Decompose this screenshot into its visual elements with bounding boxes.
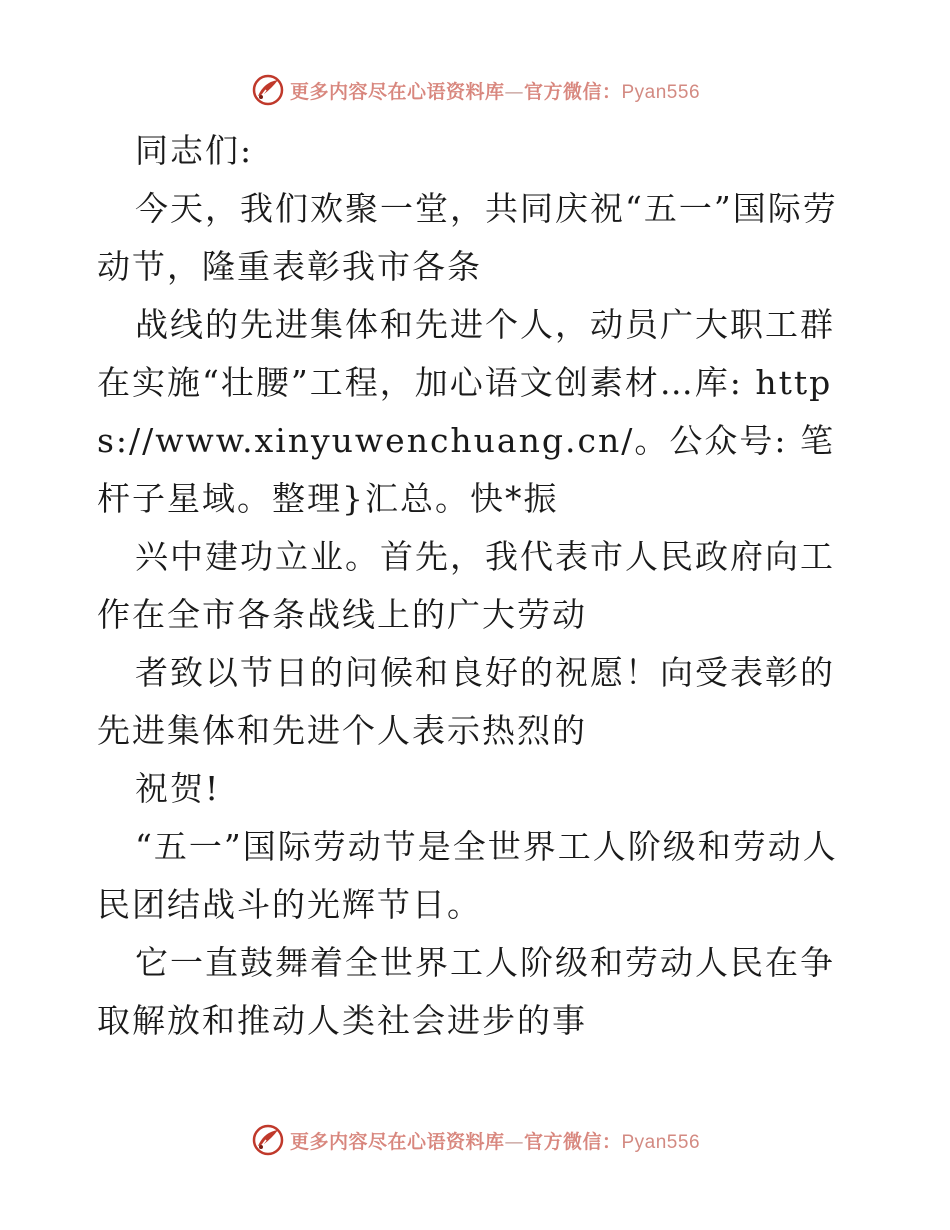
paragraph: 它一直鼓舞着全世界工人阶级和劳动人民在争取解放和推动人类社会进步的事 xyxy=(97,943,835,1040)
paragraph: 今天，我们欢聚一堂，共同庆祝“五一”国际劳动节，隆重表彰我市各条 xyxy=(97,189,838,286)
paragraph: 战线的先进集体和先进个人，动员广大职工群在实施“壮腰”工程，加心语文创素材…库: https://www.xinyuwenchuang.cn/。公众号: 笔杆子星域。整理}汇总。快*振 xyxy=(97,305,835,518)
paragraph: 者致以节日的问候和良好的祝愿！向受表彰的先进集体和先进个人表示热烈的 xyxy=(97,653,835,750)
footer-banner xyxy=(0,1120,950,1160)
footer-banner-text: 更多内容尽在心语资料库—官方微信：Pyan556 xyxy=(289,1130,701,1153)
document-body xyxy=(97,122,855,1050)
header-banner xyxy=(0,70,950,110)
quill-logo-icon xyxy=(250,1122,286,1158)
header-banner-text: 更多内容尽在心语资料库—官方微信：Pyan556 xyxy=(289,80,701,103)
paragraph: 祝贺! xyxy=(135,769,221,808)
paragraph: 同志们: xyxy=(135,131,254,170)
quill-logo-icon xyxy=(250,72,286,108)
paragraph: “五一”国际劳动节是全世界工人阶级和劳动人民团结战斗的光辉节日。 xyxy=(97,827,838,924)
paragraph: 兴中建功立业。首先，我代表市人民政府向工作在全市各条战线上的广大劳动 xyxy=(97,537,835,634)
